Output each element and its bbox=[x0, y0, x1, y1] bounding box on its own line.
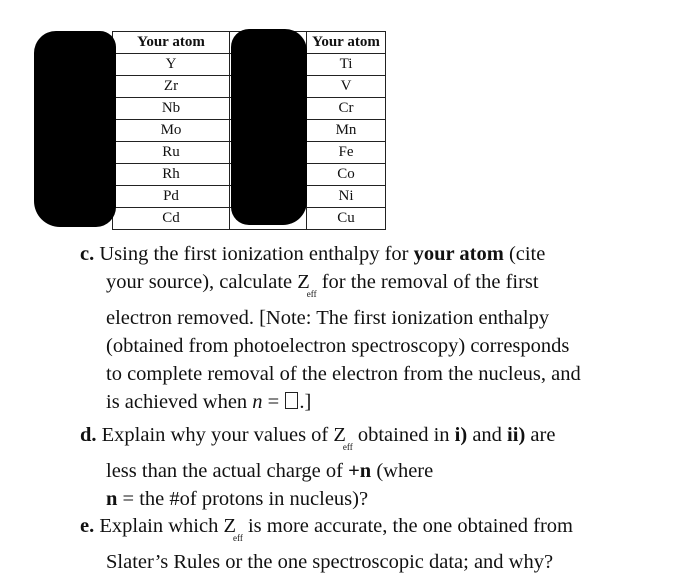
header-left: Your atom bbox=[113, 32, 230, 54]
question-c-text-4: (obtained from photoelectron spectroscopy) corresponds bbox=[106, 335, 570, 358]
question-c bbox=[80, 240, 680, 416]
missing-glyph-box bbox=[285, 392, 298, 409]
question-d-text-1d: are bbox=[525, 424, 556, 446]
question-e bbox=[80, 512, 680, 576]
question-c-text-1a: Using the first ionization enthalpy for bbox=[99, 243, 414, 265]
left-atom-cell: Mo bbox=[113, 120, 230, 142]
zeff-subscript: eff bbox=[306, 289, 317, 300]
zeff-subscript: eff bbox=[342, 442, 353, 453]
question-c-bold-atom: your atom bbox=[413, 243, 504, 265]
left-atom-cell: Rh bbox=[113, 164, 230, 186]
right-atom-cell: V bbox=[307, 76, 386, 98]
question-e-text-1b: is more accurate, the one obtained from bbox=[242, 515, 573, 537]
question-d-text-3b: = the #of protons in nucleus)? bbox=[117, 488, 369, 511]
left-atom-cell: Nb bbox=[113, 98, 230, 120]
left-atom-cell: Y bbox=[113, 54, 230, 76]
left-atom-cell: Cd bbox=[113, 208, 230, 230]
question-d-bold-ii: ii) bbox=[507, 424, 526, 446]
redaction-mark-middle bbox=[231, 29, 307, 225]
question-c-text-6c: .] bbox=[299, 391, 312, 414]
question-e-text-2: Slater’s Rules or the one spectroscopic data; and why? bbox=[106, 551, 554, 574]
question-c-text-5: to complete removal of the electron from the nucleus, and bbox=[106, 363, 581, 386]
right-atom-cell: Fe bbox=[307, 142, 386, 164]
question-d bbox=[80, 421, 680, 513]
zeff-subscript: eff bbox=[233, 533, 243, 544]
question-d-text-1c: and bbox=[467, 424, 508, 446]
question-c-text-1c: (cite bbox=[503, 243, 546, 265]
left-atom-cell: Ru bbox=[113, 142, 230, 164]
question-d-bold-plus-n: +n bbox=[348, 460, 372, 483]
right-atom-cell: Ni bbox=[307, 186, 386, 208]
variable-n: n bbox=[252, 391, 263, 414]
header-right: Your atom bbox=[307, 32, 386, 54]
question-c-text-6b: = bbox=[262, 391, 285, 414]
right-atom-cell: Cu bbox=[307, 208, 386, 230]
question-d-text-2c: (where bbox=[371, 460, 434, 483]
question-d-text-1b: obtained in bbox=[352, 424, 455, 446]
right-atom-cell: Cr bbox=[307, 98, 386, 120]
question-c-text-2b: for the removal of the first bbox=[316, 271, 539, 293]
question-c-label: c. bbox=[80, 243, 95, 265]
question-d-text-2a: less than the actual charge of bbox=[106, 460, 349, 483]
right-atom-cell: Ti bbox=[307, 54, 386, 76]
question-c-text-2a: your source), calculate Z bbox=[106, 271, 310, 293]
left-atom-cell: Zr bbox=[113, 76, 230, 98]
question-c-text-3: electron removed. [Note: The first ionization enthalpy bbox=[106, 307, 550, 330]
question-d-bold-i: i) bbox=[454, 424, 468, 446]
question-d-label: d. bbox=[80, 424, 97, 446]
question-e-label: e. bbox=[80, 515, 95, 537]
left-atom-cell: Pd bbox=[113, 186, 230, 208]
right-atom-cell: Mn bbox=[307, 120, 386, 142]
question-e-text-1a: Explain which Z bbox=[99, 515, 236, 537]
question-c-text-6a: is achieved when bbox=[106, 391, 253, 414]
question-d-bold-n: n bbox=[106, 488, 118, 511]
question-d-text-1a: Explain why your values of Z bbox=[101, 424, 346, 446]
right-atom-cell: Co bbox=[307, 164, 386, 186]
redaction-mark-left bbox=[34, 31, 116, 227]
